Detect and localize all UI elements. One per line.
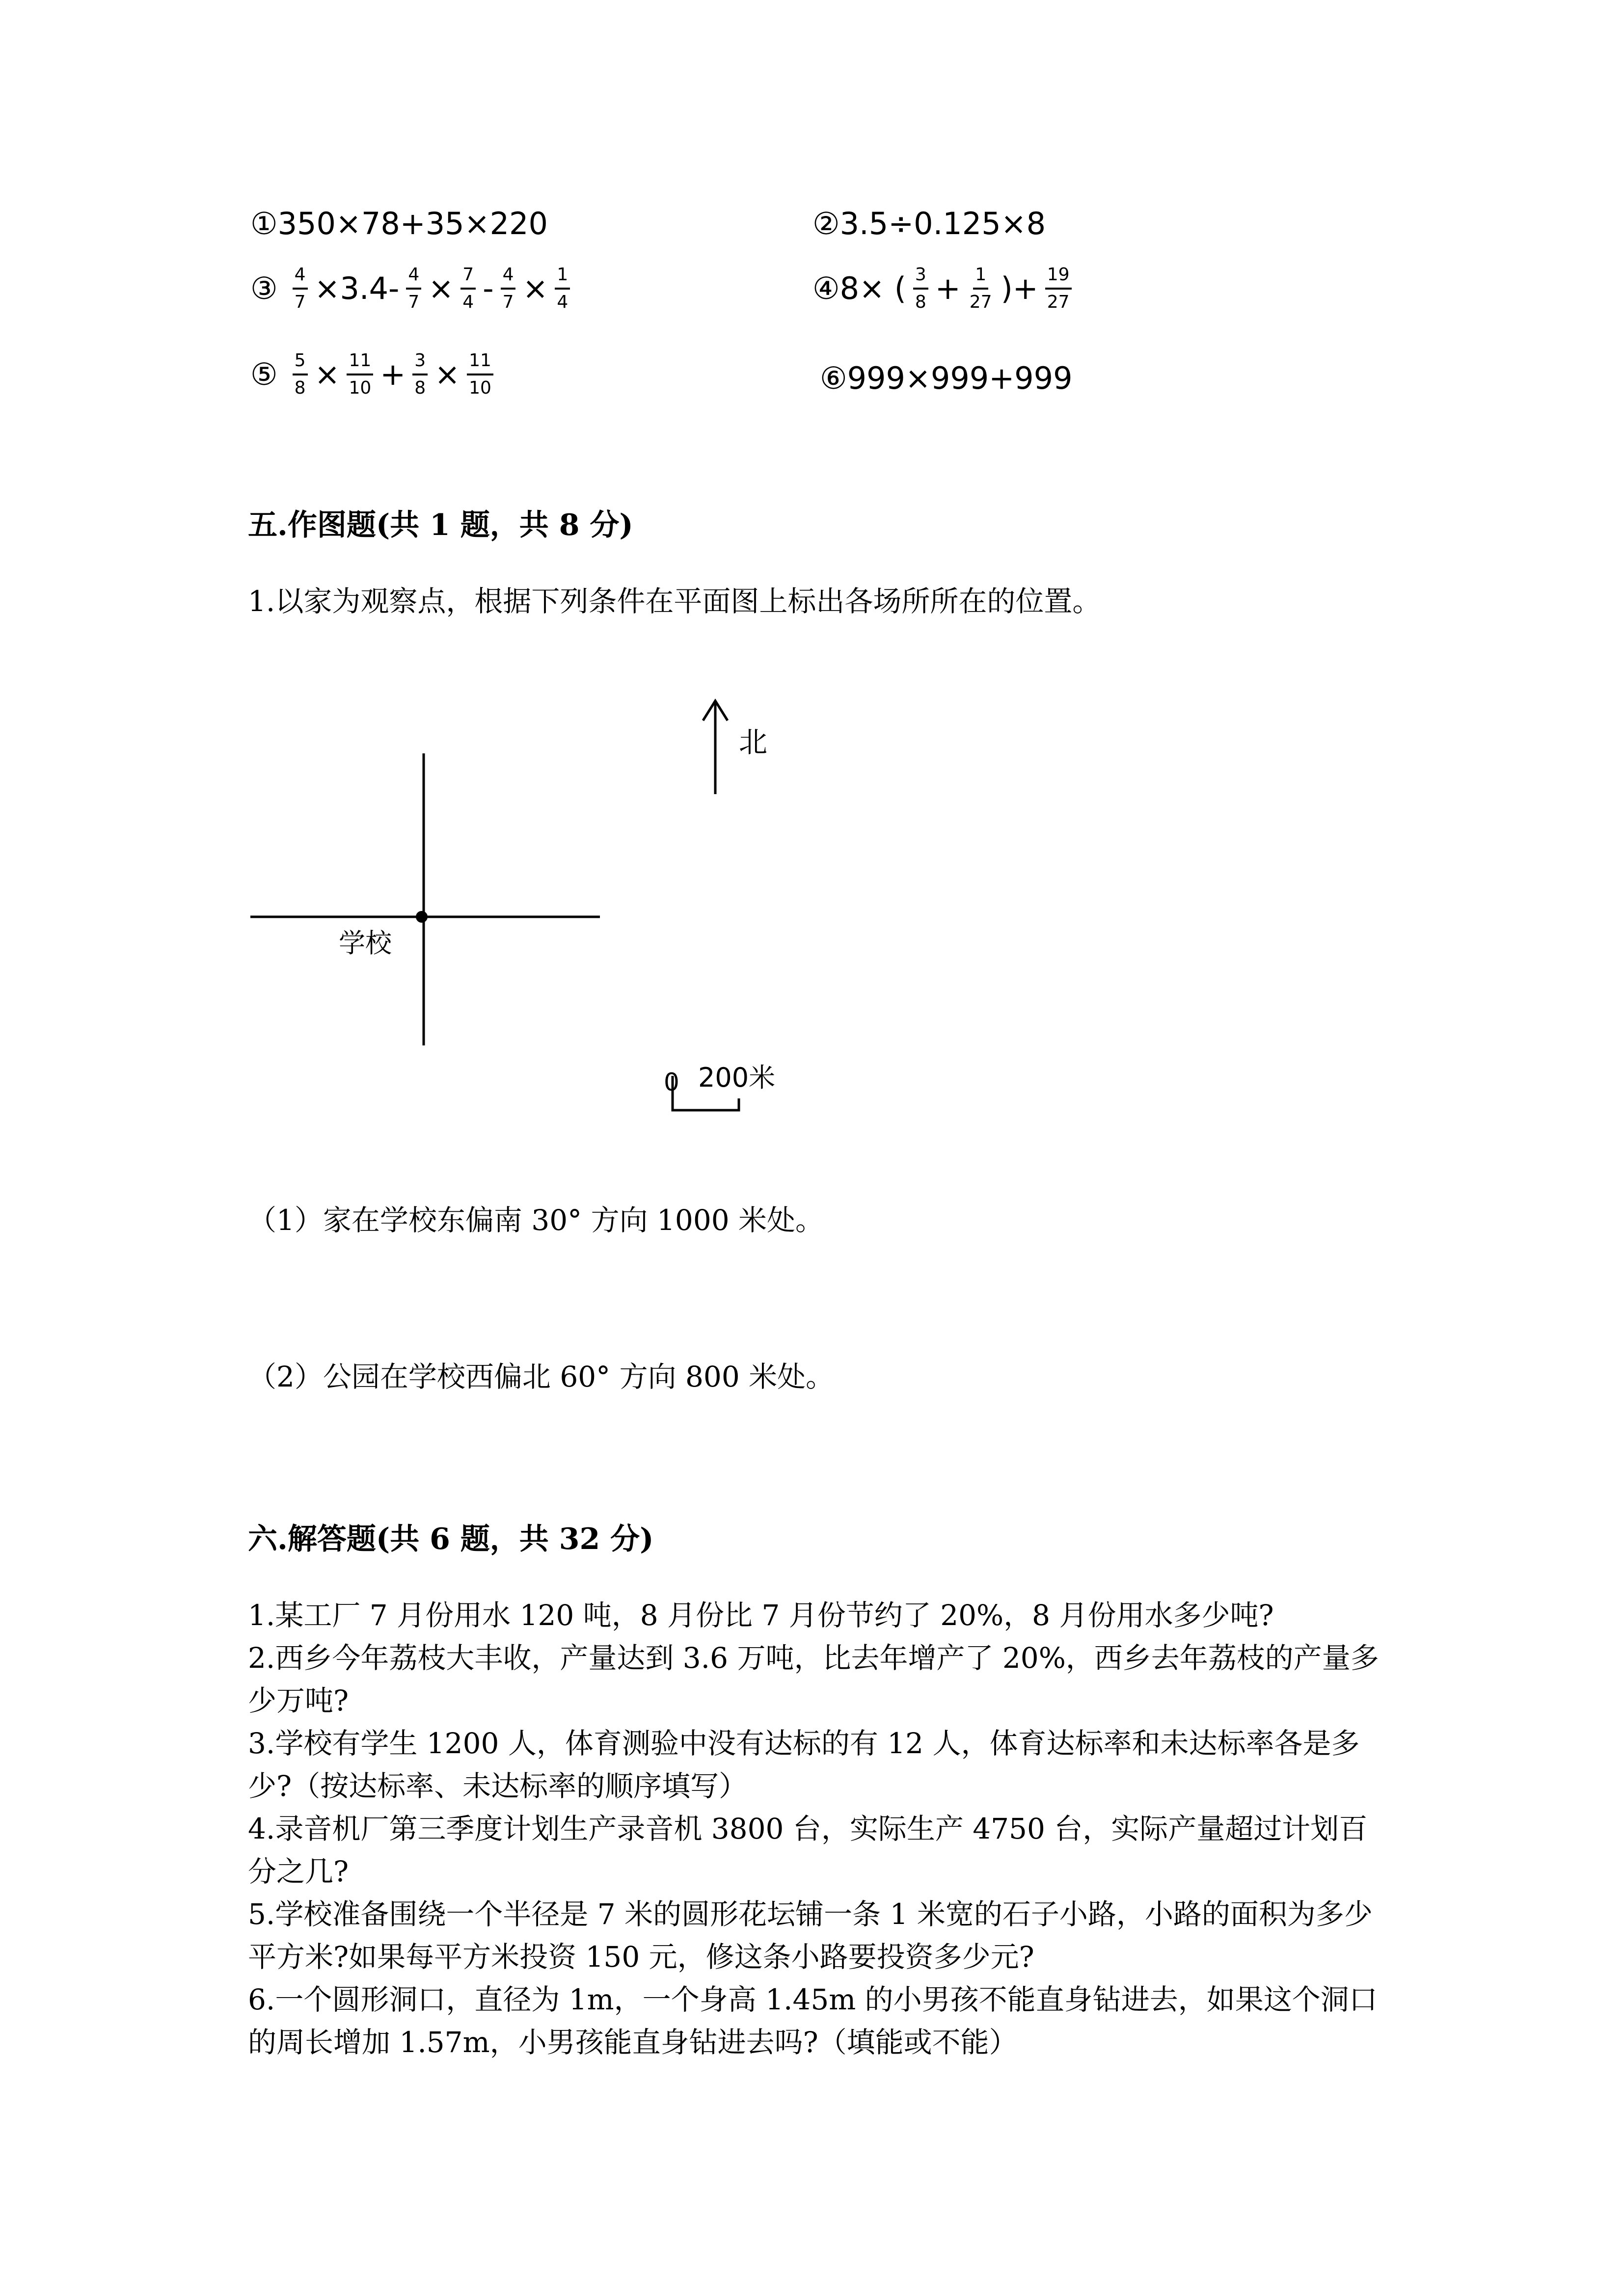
operator: 8× ( [839,270,906,306]
school-label: 学校 [339,928,392,959]
question-text: 1.以家为观察点，根据下列条件在平面图上标出各场所所在的位置。 [248,585,1101,618]
problem-index: ① [250,206,278,241]
problem-index: ③ [250,270,278,306]
fraction: $\frac{3}{8}$ [412,351,428,398]
operator: × [314,356,340,392]
question-list [248,1594,1387,2064]
problem-index: ⑥ [820,360,847,396]
sub-question-1: （1）家在学校东偏南 30° 方向 1000 米处。 [248,1203,824,1237]
operator: × [428,270,454,306]
fraction: $\frac{5}{8}$ [293,351,308,398]
question-item: 6.一个圆形洞口，直径为 1m，一个身高 1.45m 的小男孩不能直身钻进去，如果这个洞口的周长增加 1.57m，小男孩能直身钻进去吗?（填能或不能） [248,1983,1378,2059]
operator: + [935,270,961,306]
operator: )+ [1001,270,1038,306]
north-label: 北 [739,725,768,759]
expression: 999×999+999 [847,360,1073,396]
fraction: $\frac{19}{27}$ [1045,265,1072,312]
problem-index: ⑤ [250,356,278,392]
expression: 350×78+35×220 [277,206,548,241]
fraction: $\frac{3}{8}$ [913,265,928,312]
question-item: 5.学校准备围绕一个半径是 7 米的圆形花坛铺一条 1 米宽的石子小路，小路的面积为多少平方米?如果每平方米投资 150 元，修这条小路要投资多少元? [248,1897,1373,1974]
operator: + [380,356,406,392]
section-6-title: 六.解答题(共 6 题，共 32 分) [248,1522,654,1556]
question-item: 3.学校有学生 1200 人，体育测验中没有达标的有 12 人，体育达标率和未达标率各是多少?（按达标率、未达标率的顺序填写） [248,1727,1360,1803]
expression: 3.5÷0.125×8 [839,206,1046,241]
question-item: 1.某工厂 7 月份用水 120 吨，8 月份比 7 月份节约了 20%，8 月份用水多少吨? [248,1599,1274,1632]
fraction: $\frac{4}{7}$ [406,265,421,312]
operator: ×3.4- [314,270,400,306]
fraction: $\frac{11}{10}$ [347,351,373,398]
problem-index: ④ [812,270,840,306]
operator: - [483,270,494,306]
operator: × [522,270,548,306]
fraction: $\frac{4}{7}$ [293,265,308,312]
question-item: 4.录音机厂第三季度计划生产录音机 3800 台，实际生产 4750 台，实际产量超过计划百分之几? [248,1812,1368,1888]
fraction: $\frac{1}{4}$ [555,265,570,312]
fraction: $\frac{4}{7}$ [501,265,516,312]
school-point [416,911,428,923]
problem-index: ② [812,206,840,241]
scale-label: 200米 [698,1062,776,1093]
scale-zero-label: 0 [664,1068,679,1096]
operator: × [434,356,460,392]
fraction: $\frac{1}{27}$ [969,265,992,312]
section-5-title: 五.作图题(共 1 题，共 8 分) [248,508,633,542]
fraction: $\frac{7}{4}$ [460,265,476,312]
sub-question-2: （2）公园在学校西偏北 60° 方向 800 米处。 [248,1360,835,1393]
question-item: 2.西乡今年荔枝大丰收，产量达到 3.6 万吨，比去年增产了 20%，西乡去年荔枝的产量多少万吨? [248,1641,1379,1717]
fraction: $\frac{11}{10}$ [467,351,493,398]
north-arrow [703,701,728,794]
